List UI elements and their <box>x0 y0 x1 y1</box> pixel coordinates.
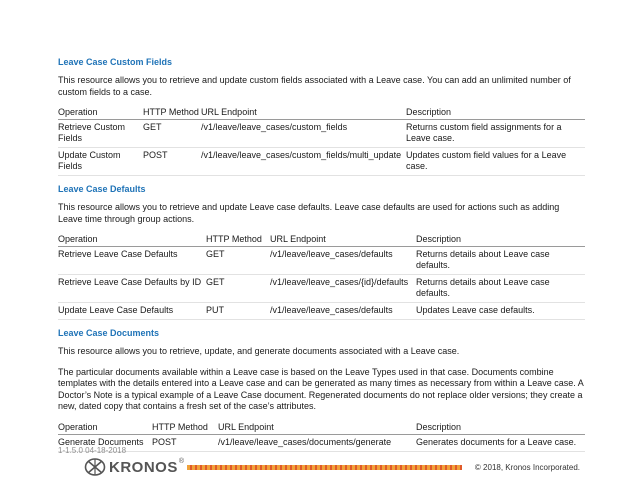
header-description: Description <box>416 422 585 435</box>
header-operation: Operation <box>58 422 152 435</box>
table-row <box>58 275 585 303</box>
header-description: Description <box>406 107 585 120</box>
cell-operation: Update Leave Case Defaults <box>58 303 206 320</box>
table-row <box>58 434 585 451</box>
section-description: This resource allows you to retrieve, update, and generate documents associated with a Leave case. <box>58 346 460 356</box>
cell-http-method: GET <box>143 120 201 148</box>
cell-description: Generates documents for a Leave case. <box>416 434 585 451</box>
header-operation: Operation <box>58 107 143 120</box>
document-version: 1-1.5.0 04-18-2018 <box>58 446 127 455</box>
cell-operation: Retrieve Leave Case Defaults <box>58 247 206 275</box>
kronos-logo <box>84 458 184 476</box>
copyright-notice: © 2018, Kronos Incorporated. <box>474 463 580 472</box>
document-body <box>58 56 585 459</box>
section-title: Leave Case Documents <box>58 328 160 338</box>
endpoint-table <box>58 422 585 452</box>
cell-http-method: PUT <box>206 303 270 320</box>
cell-description: Updates custom field values for a Leave case. <box>406 148 585 176</box>
cell-url-endpoint: /v1/leave/leave_cases/custom_fields <box>201 120 406 148</box>
header-http-method: HTTP Method <box>206 234 270 247</box>
header-url-endpoint: URL Endpoint <box>201 107 406 120</box>
cell-url-endpoint: /v1/leave/leave_cases/documents/generate <box>218 434 416 451</box>
kronos-globe-icon <box>84 458 106 476</box>
cell-description: Returns custom field assignments for a Leave case. <box>406 120 585 148</box>
cell-http-method: GET <box>206 275 270 303</box>
section-custom-fields <box>58 56 585 176</box>
table-row <box>58 247 585 275</box>
cell-operation: Generate Documents <box>58 434 152 451</box>
footer-accent-bar <box>187 465 462 470</box>
section-description: This resource allows you to retrieve and update custom fields associated with a Leave case. You can add an unlimited number of custom fields to a case. <box>58 75 571 97</box>
endpoint-table <box>58 234 585 320</box>
table-header-row <box>58 107 585 120</box>
cell-description: Updates Leave case defaults. <box>416 303 585 320</box>
header-http-method: HTTP Method <box>143 107 201 120</box>
table-header-row <box>58 422 585 435</box>
table-row <box>58 120 585 148</box>
cell-description: Returns details about Leave case defaults. <box>416 247 585 275</box>
table-row <box>58 303 585 320</box>
cell-url-endpoint: /v1/leave/leave_cases/{id}/defaults <box>270 275 416 303</box>
section-documents <box>58 327 585 452</box>
cell-url-endpoint: /v1/leave/leave_cases/defaults <box>270 247 416 275</box>
cell-operation: Retrieve Leave Case Defaults by ID <box>58 275 206 303</box>
cell-url-endpoint: /v1/leave/leave_cases/custom_fields/multi_update <box>201 148 406 176</box>
table-header-row <box>58 234 585 247</box>
table-row <box>58 148 585 176</box>
header-url-endpoint: URL Endpoint <box>218 422 416 435</box>
section-description-detail: The particular documents available within a Leave case is based on the Leave Types used in that case. Documents combine templates with the details entered into a Leave case and can be generated as many times as necessary from within a Leave case. A Doctor’s Note is a typical example of a Leave Case document. Regenerated documents do not replace older versions; they create a new, dated copy that contains a fresh set of the case’s attributes. <box>58 366 584 411</box>
header-description: Description <box>416 234 585 247</box>
section-title: Leave Case Defaults <box>58 184 146 194</box>
cell-url-endpoint: /v1/leave/leave_cases/defaults <box>270 303 416 320</box>
header-operation: Operation <box>58 234 206 247</box>
cell-operation: Update Custom Fields <box>58 148 143 176</box>
section-title: Leave Case Custom Fields <box>58 57 173 67</box>
logo-wordmark: KRONOS <box>109 458 178 476</box>
cell-http-method: POST <box>152 434 218 451</box>
header-url-endpoint: URL Endpoint <box>270 234 416 247</box>
cell-operation: Retrieve Custom Fields <box>58 120 143 148</box>
header-http-method: HTTP Method <box>152 422 218 435</box>
cell-http-method: GET <box>206 247 270 275</box>
section-defaults <box>58 183 585 320</box>
cell-description: Returns details about Leave case defaults. <box>416 275 585 303</box>
registered-mark: ® <box>178 458 185 465</box>
cell-http-method: POST <box>143 148 201 176</box>
section-description: This resource allows you to retrieve and update Leave case defaults. Leave case defaults are used for actions such as adding Leave time through group actions. <box>58 202 560 224</box>
endpoint-table <box>58 107 585 176</box>
